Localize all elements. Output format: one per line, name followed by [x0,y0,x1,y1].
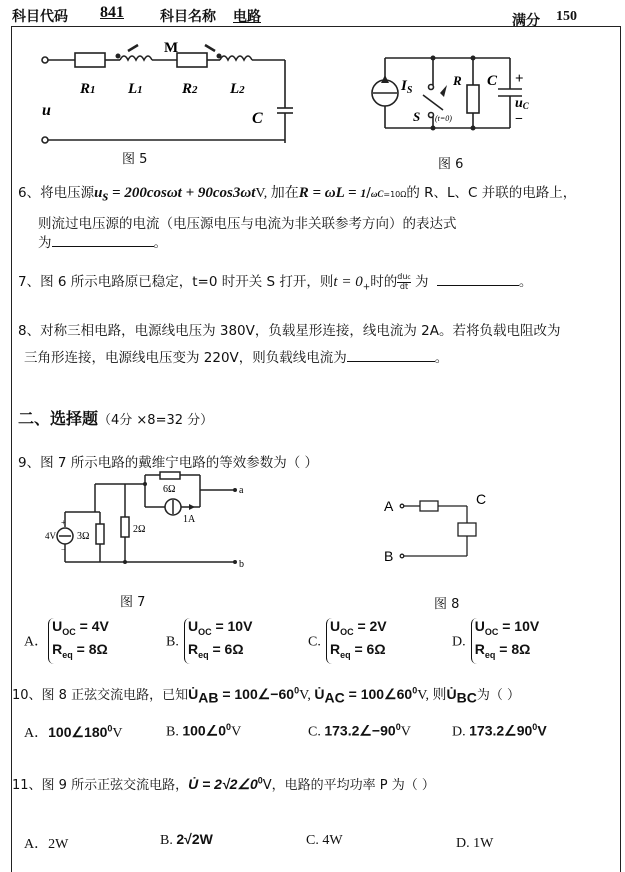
question-8-line2: 三角形连接，电源线电压变为 220V，则负载线电流为 。 [24,350,449,366]
question-6-line1: 6、将电压源$u_s = 200\cos\omega t + 90\cos 3\omega tV$, 加在R = ωL = 1/ωC=10Ω的 R、L、C 并联的电路上， [18,185,577,205]
label-c: C [487,73,498,89]
question-8-line1: 8、对称三相电路，电源线电压为 380V，负载星形连接，线电流为 2A。若将负载电阻改为 [18,323,561,339]
label-3ohm: 3Ω [77,531,90,542]
label-b: b [239,559,244,570]
switch-arrow-icon [440,85,447,97]
subject-name-label: 科目名称 [160,9,216,25]
section-2-heading: 二、选择题（4分 ×8=32 分） [18,409,214,428]
option-11b[interactable]: B. 2√2W [160,831,213,848]
full-score-value: 150 [556,9,577,24]
option-10d[interactable]: D. $173.2\angle 90^0V$ [452,722,547,740]
question-11: 11、图 9 所示正弦交流电路，U̇ = $2√2\angle 0^0V$，电路的平均功率 P 为（ ） [12,775,435,793]
fraction-duc-dt: $\frac{\text{duc}}{dt}$ [397,272,411,291]
dot-l1 [116,54,121,59]
label-is: $I_S$ [401,78,413,96]
current-arrow-icon [381,75,389,83]
subject-code-value: 841 [100,4,124,21]
label-4v: 4V [45,531,56,541]
label-r1: R1 [80,81,96,97]
label-u: u [42,102,51,119]
option-9d[interactable]: D. $U_{OC} = 10V$ $R_{eq} = 8\Omega$ [452,618,539,664]
label-plus: + [515,71,524,87]
label-t0: (t=0) [435,114,452,123]
figure-7-circuit [45,472,255,572]
label-minus: − [61,545,66,554]
label-c: C [252,110,263,127]
label-s: S [413,109,421,124]
option-9c[interactable]: C. $U_{OC} = 2V$ $R_{eq} = 6\Omega$ [308,618,387,664]
question-9: 9、图 7 所示电路的戴维宁电路的等效参数为（ ） [18,455,319,471]
label-l2: L2 [230,81,245,97]
label-c: C [476,491,487,507]
option-9a[interactable]: A．$U_{OC} = 4V$ $R_{eq} = 8\Omega$ [24,618,109,664]
label-uc: uC [515,96,529,111]
question-10: 10、图 8 正弦交流电路，已知$U̇_{AB}$ = $100\angle-60^0V$, $U̇_{AC}$ = $100\angle 60^0V$, 则$U̇_{BC}$为（ ） [12,685,521,706]
label-r2: R2 [182,81,198,97]
question-6-line3: 为 。 [38,235,167,251]
label-2ohm: 2Ω [133,524,146,535]
label-6ohm: 6Ω [163,484,176,495]
option-11a[interactable]: A．2W [24,837,69,852]
figure-7-caption: 图 7 [120,595,146,610]
option-10a[interactable]: A．$100\angle 180^0V$ [24,723,123,741]
figure-5-circuit [30,35,300,140]
figure-8-caption: 图 8 [434,597,460,612]
label-plus: + [61,518,66,527]
figure-8-circuit [380,490,487,564]
subject-code-label: 科目代码 [12,9,68,25]
option-9b[interactable]: B. $U_{OC} = 10V$ $R_{eq} = 6\Omega$ [166,618,252,664]
option-11d[interactable]: D. 1W [456,836,494,851]
figure-5-caption: 图 5 [122,152,148,167]
label-1a: 1A [183,514,196,525]
page-frame [11,26,621,872]
question-7: 7、图 6 所示电路原已稳定，t=0 时开关 S 打开，则$t = 0_+$时的 $\frac{\text{duc}}{dt}$ 为 。 [18,272,533,293]
option-11c[interactable]: C. 4W [306,833,343,848]
label-r: R [453,73,462,88]
label-a: A [384,498,394,514]
figure-6-circuit [365,55,535,135]
full-score-label: 满分 [512,13,540,29]
dot-l2 [217,54,222,59]
answer-blank-7[interactable] [437,273,519,286]
figure-6-caption: 图 6 [438,157,464,172]
question-6-line2: 则流过电压源的电流（电压源电压与电流为非关联参考方向）的表达式 [38,216,457,232]
answer-blank-6[interactable] [52,234,154,247]
label-b: B [384,548,394,564]
label-l1: L1 [128,81,143,97]
label-m: M [164,40,179,56]
answer-blank-8[interactable] [347,349,435,362]
label-minus: − [515,112,523,127]
label-a: a [239,485,244,496]
current-arrow-icon [189,504,195,510]
subject-name-value: 电路 [233,9,261,25]
option-10b[interactable]: B. $100\angle 0^0V$ [166,722,242,740]
option-10c[interactable]: C. $173.2\angle-90^0V$ [308,722,411,740]
